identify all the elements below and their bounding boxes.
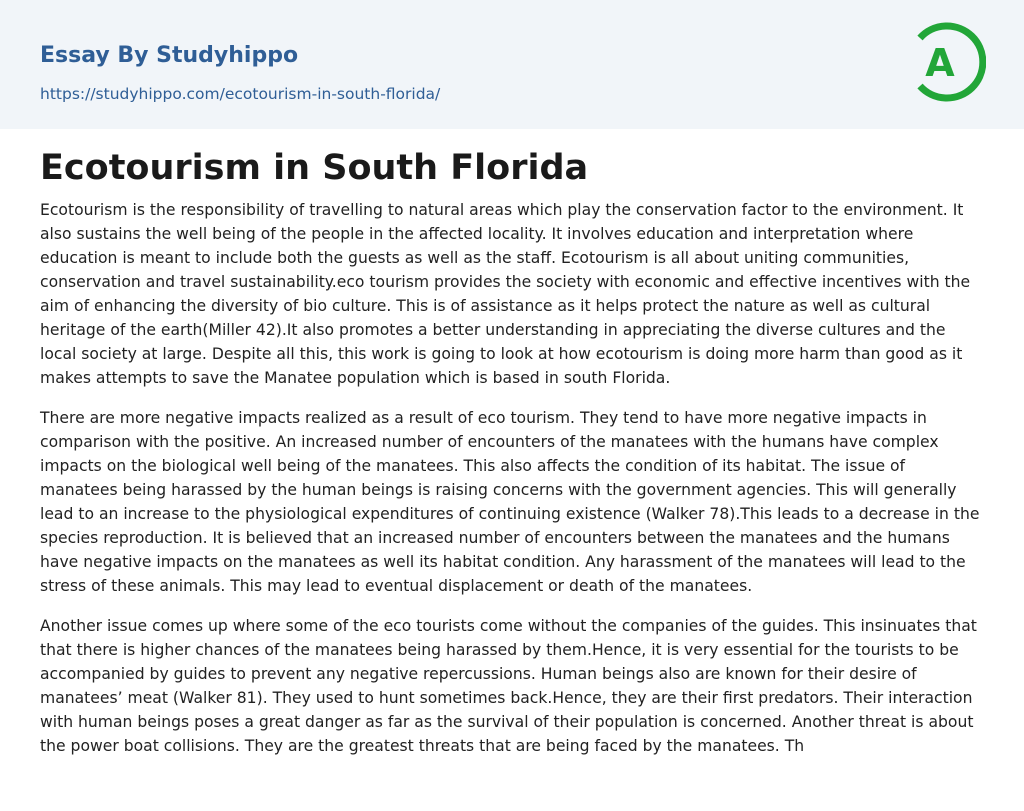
article-paragraph: Another issue comes up where some of the eco tourists come without the companies of the guides. This insinuates that that there is higher chances of the manatees being harassed by them.Hence, it is very essential for the tourists to be accompanied by guides to prevent any negative repercussions. Human beings also are known for their desire of manatees’ meat (Walker 81). They used to hunt sometimes back.Hence, they are their first predators. Their interaction with human beings poses a great danger as far as the survival of their population is concerned. Another threat is about the power boat collisions. They are the greatest threats that are being faced by the manatees. Th [40,617,977,755]
source-url-link[interactable]: https://studyhippo.com/ecotourism-in-south-florida/ [40,85,441,103]
article [40,144,984,774]
article-paragraph: Ecotourism is the responsibility of travelling to natural areas which play the conservation factor to the environment. It also sustains the well being of the people in the affected locality. It involves education and interpretation where education is meant to include both the guests as well as the staff. Ecotourism is all about uniting communities, conservation and travel sustainability.eco tourism provides the society with economic and effective incentives with the aim of enhancing the diversity of bio culture. This is of assistance as it helps protect the nature as well as cultural heritage of the earth(Miller 42).It also promotes a better understanding in appreciating the diverse cultures and the local society at large. Despite all this, this work is going to look at how ecotourism is doing more harm than good as it makes attempts to save the Manatee population which is based in south Florida. [40,201,971,387]
article-paragraph: There are more negative impacts realized as a result of eco tourism. They tend to have more negative impacts in comparison with the positive. An increased number of encounters of the manatees with the humans have complex impacts on the biological well being of the manatees. This also affects the condition of its habitat. The issue of manatees being harassed by the human beings is raising concerns with the government agencies. This will generally lead to an increase to the physiological expenditures of continuing existence (Walker 78).This leads to a decrease in the species reproduction. It is believed that an increased number of encounters between the manatees and the humans have negative impacts on the manatees as well its habitat condition. Any harassment of the manatees will lead to the stress of these animals. This may lead to eventual displacement or death of the manatees. [40,409,980,595]
article-title: Ecotourism in South Florida [40,148,589,188]
header-bar [0,0,1024,129]
logo-letter: A [925,41,955,85]
site-brand: Essay By Studyhippo [40,43,299,68]
logo-a-icon [910,18,986,106]
